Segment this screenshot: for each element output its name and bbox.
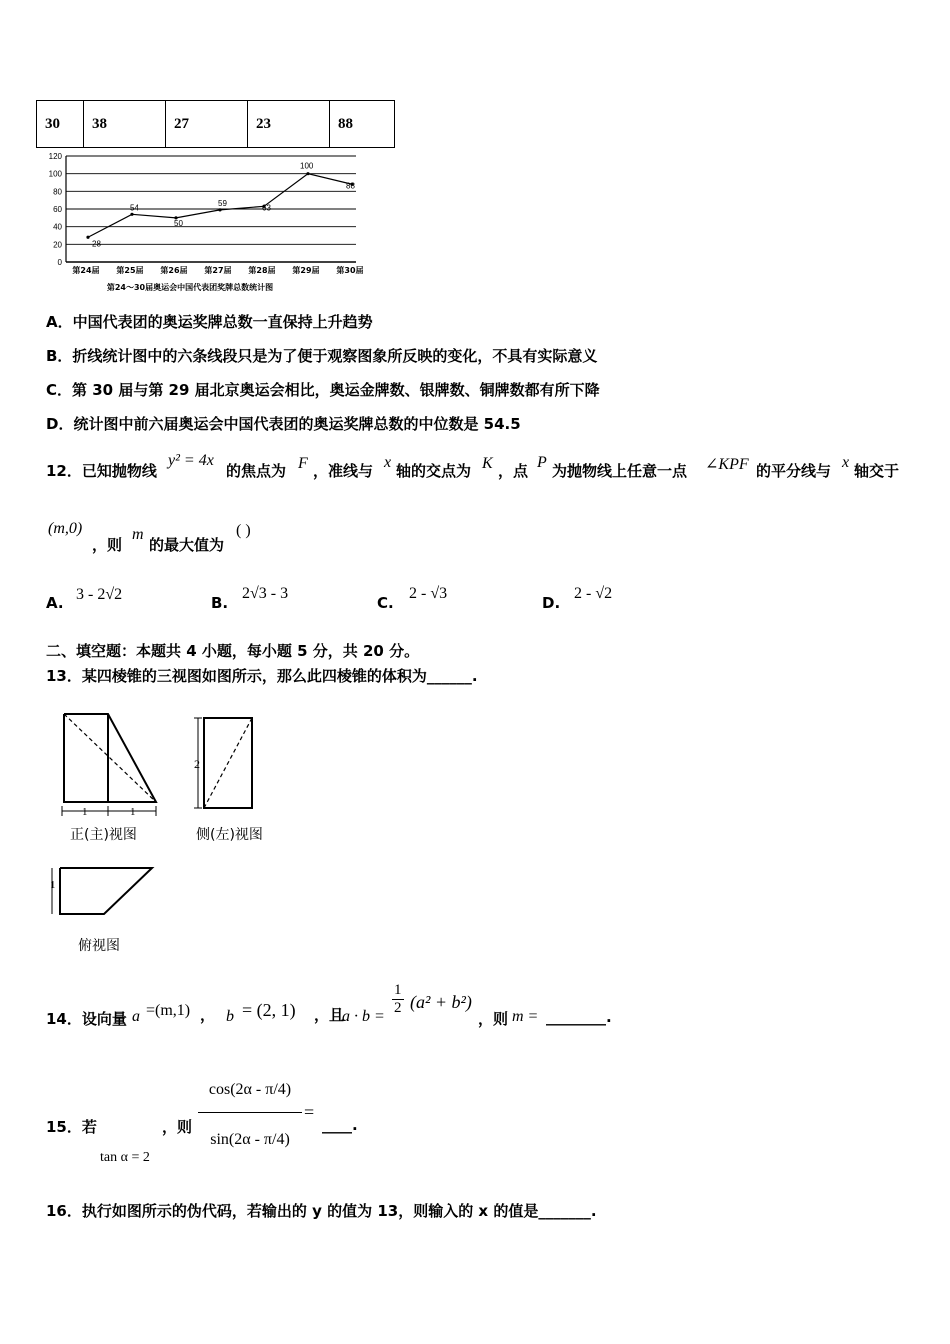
dim-label: 1 bbox=[82, 806, 88, 818]
y-tick-label: 0 bbox=[57, 258, 62, 267]
option-label: B. bbox=[211, 594, 229, 612]
data-point bbox=[86, 236, 89, 239]
side-view bbox=[194, 718, 263, 843]
m-symbol: m = bbox=[512, 1008, 539, 1025]
three-view-diagram bbox=[50, 708, 286, 958]
q12-stem-2 bbox=[46, 518, 346, 554]
q15 bbox=[46, 1064, 466, 1174]
fraction-numerator: 1 bbox=[394, 982, 402, 998]
answer-paren: ( ) bbox=[236, 522, 251, 539]
fraction-denominator: 2 bbox=[394, 1000, 402, 1016]
y-tick-label: 20 bbox=[53, 240, 62, 250]
data-label: 50 bbox=[174, 218, 183, 228]
q12-text: ，点 bbox=[498, 462, 529, 480]
dim-label: 2 bbox=[194, 757, 200, 771]
vector-a: a bbox=[132, 1008, 140, 1025]
equals-sign: = bbox=[304, 1102, 315, 1122]
data-point bbox=[306, 172, 309, 175]
q14-text: ，则 bbox=[478, 1010, 509, 1028]
q11-option-c: C．第 30 届与第 29 届北京奥运会相比，奥运金牌数、银牌数、铜牌数都有所下降 bbox=[46, 381, 600, 399]
x-tick-label: 第26届 bbox=[160, 266, 188, 275]
q12-text: 为抛物线上任意一点 bbox=[552, 462, 688, 480]
data-label: 88 bbox=[346, 181, 355, 191]
chart-title: 第24～30届奥运会中国代表团奖牌总数统计图 bbox=[106, 283, 274, 292]
parabola-equation: y² = 4x bbox=[168, 452, 214, 469]
q11-option-a: A．中国代表团的奥运奖牌总数一直保持上升趋势 bbox=[46, 313, 373, 331]
x-tick-label: 第30届 bbox=[336, 266, 364, 275]
y-tick-label: 100 bbox=[48, 169, 62, 179]
q12-options bbox=[46, 584, 746, 614]
q12-text: 的焦点为 bbox=[226, 462, 287, 480]
data-table bbox=[36, 100, 395, 148]
data-label: 28 bbox=[92, 239, 101, 249]
option-label: D. bbox=[542, 594, 561, 612]
q14-text: 14．设向量 bbox=[46, 1010, 127, 1028]
q15-fraction bbox=[198, 1068, 302, 1157]
answer-blank: ____. bbox=[322, 1116, 358, 1134]
side-view-label: 侧(左)视图 bbox=[196, 827, 263, 843]
option-a: 3 - 2√2 bbox=[76, 586, 123, 603]
data-label: 54 bbox=[130, 203, 139, 213]
q12-text: 轴的交点为 bbox=[396, 462, 472, 480]
section-heading: 二、填空题：本题共 4 小题，每小题 5 分，共 20 分。 bbox=[46, 642, 420, 660]
sum-of-squares: (a² + b²) bbox=[410, 992, 472, 1012]
x-tick-label: 第28届 bbox=[248, 266, 276, 275]
q12-text: 的最大值为 bbox=[149, 536, 225, 554]
x-tick-label: 第24届 bbox=[72, 266, 100, 275]
tan-condition: tan α = 2 bbox=[100, 1150, 150, 1165]
option-b: 2√3 - 3 bbox=[242, 585, 289, 602]
p-symbol: P bbox=[537, 454, 547, 471]
answer-blank: ________. bbox=[546, 1008, 612, 1026]
line-chart bbox=[30, 148, 370, 298]
data-label: 63 bbox=[262, 203, 271, 213]
x-symbol: x bbox=[384, 454, 392, 471]
front-view-label: 正(主)视图 bbox=[70, 827, 137, 843]
angle-kpf: ∠KPF bbox=[705, 456, 749, 473]
dot-product: a · b = bbox=[342, 1008, 385, 1025]
table-cell: 38 bbox=[84, 101, 166, 148]
q13-text: 13．某四棱锥的三视图如图所示，那么此四棱锥的体积为______. bbox=[46, 667, 478, 685]
q12-text: 12．已知抛物线 bbox=[46, 462, 157, 480]
option-label: C. bbox=[377, 594, 394, 612]
q15-text: ，则 bbox=[162, 1118, 193, 1136]
q12-text: ，则 bbox=[92, 536, 123, 554]
q15-text: 15．若 bbox=[46, 1118, 97, 1136]
option-d: 2 - √2 bbox=[574, 585, 613, 602]
q12-text: 轴交于 bbox=[854, 462, 900, 480]
point-m0: (m,0) bbox=[48, 520, 83, 537]
table-cell: 23 bbox=[248, 101, 330, 148]
vector-b: b bbox=[226, 1008, 234, 1025]
table-cell: 88 bbox=[330, 101, 395, 148]
q14 bbox=[46, 980, 666, 1040]
y-tick-label: 60 bbox=[53, 205, 62, 214]
q12-text: ，准线与 bbox=[313, 462, 374, 480]
y-tick-label: 40 bbox=[53, 222, 62, 232]
dim-label: 1 bbox=[130, 806, 136, 818]
q11-option-b: B．折线统计图中的六条线段只是为了便于观察图象所反映的变化，不具有实际意义 bbox=[46, 347, 598, 365]
top-view-label: 俯视图 bbox=[78, 938, 120, 954]
top-view bbox=[50, 868, 152, 954]
front-view bbox=[62, 714, 156, 843]
fraction-numerator: cos(2α - π/4) bbox=[198, 1068, 302, 1113]
option-c: 2 - √3 bbox=[409, 585, 448, 602]
table-row bbox=[37, 101, 395, 148]
q12-stem bbox=[46, 452, 926, 482]
data-point bbox=[130, 213, 133, 216]
k-symbol: K bbox=[482, 455, 493, 472]
vector-a-value: =(m,1) bbox=[146, 1002, 191, 1019]
table-cell: 30 bbox=[37, 101, 84, 148]
m-symbol: m bbox=[132, 526, 144, 543]
x-symbol: x bbox=[842, 454, 850, 471]
x-tick-label: 第27届 bbox=[204, 266, 232, 275]
dim-label: 1 bbox=[50, 879, 56, 891]
option-label: A. bbox=[46, 594, 64, 612]
y-tick-label: 120 bbox=[48, 152, 62, 161]
x-tick-label: 第29届 bbox=[292, 266, 320, 275]
x-tick-label: 第25届 bbox=[116, 266, 144, 275]
data-label: 59 bbox=[218, 198, 227, 208]
focus-symbol: F bbox=[298, 455, 308, 472]
vector-b-value: = (2, 1) bbox=[242, 1000, 296, 1020]
fraction-denominator: sin(2α - π/4) bbox=[210, 1131, 290, 1148]
q14-text: ， bbox=[200, 1006, 216, 1024]
q12-text: 的平分线与 bbox=[756, 462, 832, 480]
q16-text: 16．执行如图所示的伪代码，若输出的 y 的值为 13，则输入的 x 的值是_______. bbox=[46, 1202, 597, 1220]
q14-text: ，且 bbox=[314, 1006, 345, 1024]
half-fraction bbox=[392, 982, 404, 1017]
y-tick-label: 80 bbox=[53, 187, 62, 197]
data-label: 100 bbox=[300, 161, 314, 171]
table-cell: 27 bbox=[166, 101, 248, 148]
data-point bbox=[218, 208, 221, 211]
q11-option-d: D．统计图中前六届奥运会中国代表团的奥运奖牌总数的中位数是 54.5 bbox=[46, 415, 521, 433]
